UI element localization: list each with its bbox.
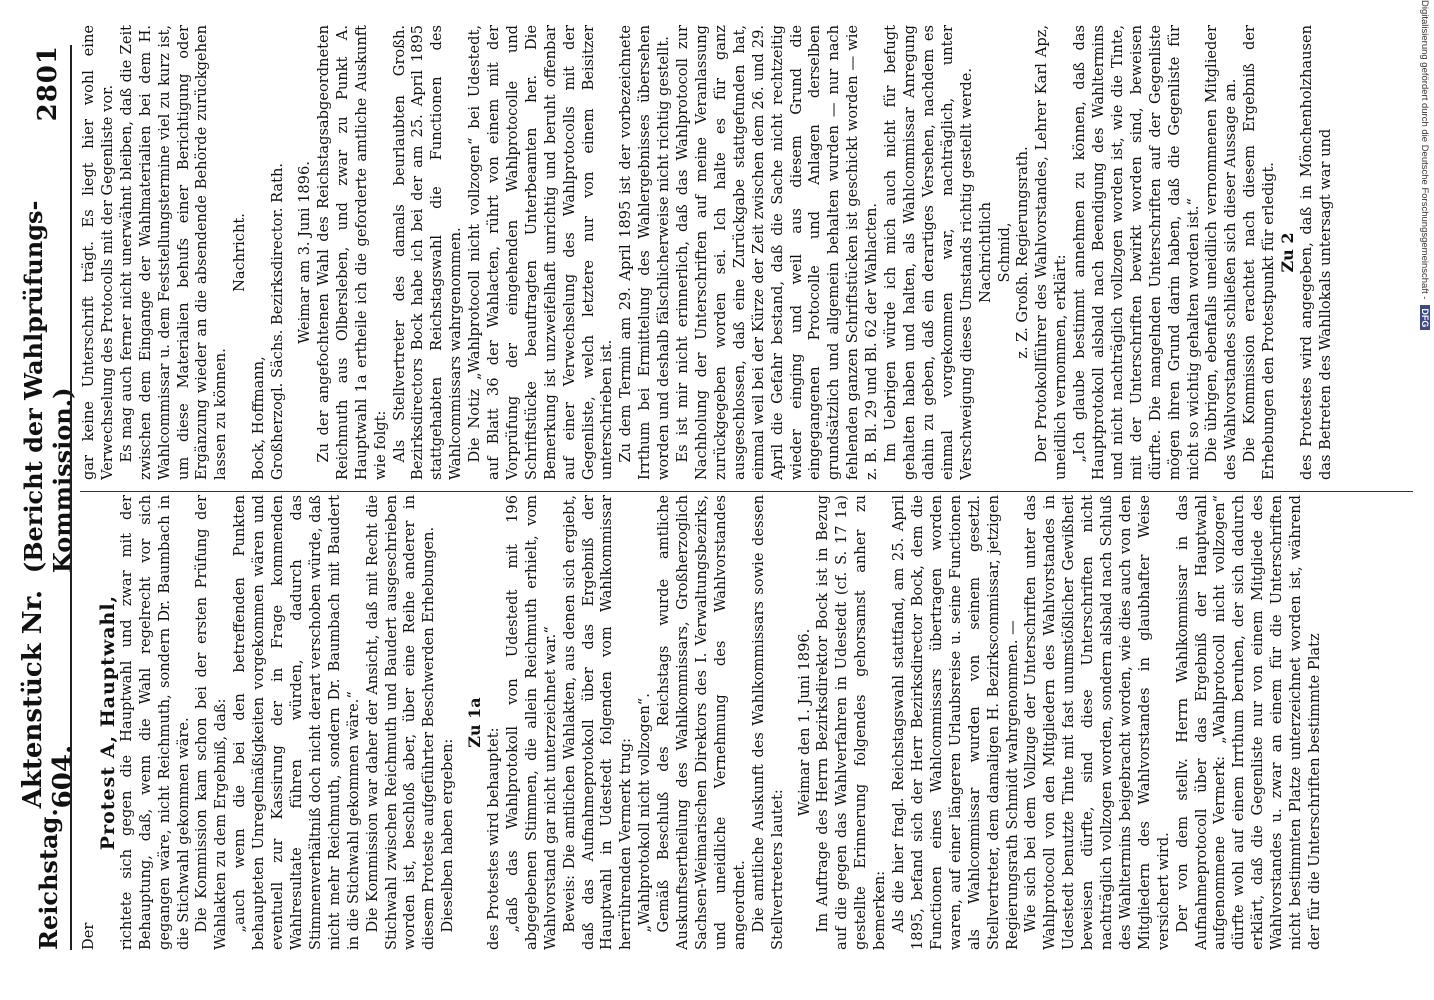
paragraph: Protest A, Hauptwahl, [96, 594, 119, 851]
paragraph: z. Z. Großh. Regierungsrath. [1014, 146, 1032, 359]
header-rule [70, 45, 72, 950]
paragraph-gap [288, 25, 296, 480]
paragraph: Als Stellvertreter des damals beurlaubten Großh. Bezirksdirectors Bock habe ich bei der am 25. April 1895 stattgehabten Reichstagswahl die Functionen des Wahlcommissars wahrgenommen. [390, 25, 465, 480]
paragraph: Die Kommission kam schon bei der ersten Prüfung der Wahlakten zu dem Ergebniß, daß: [193, 495, 230, 950]
paragraph: Zu der angefochtenen Wahl des Reichstagsabgeordneten Reichmuth aus Olbersleben, und zwar zu Punkt A. Hauptwahl 1a ertheile ich die geforderte amtliche Auskunft wie folgt: [314, 25, 389, 480]
paragraph: Im Uebrigen würde ich mich auch nicht für befugt gehalten haben und halten, als Wahlcommissar Anregung dahin zu geben, daß ein derartiges Versehen, nachdem es einmal vorgekommen war, nachträglich, unter Verschweigung dieses Umstands richtig gestellt werde. [882, 25, 975, 480]
paragraph: Es ist mir nicht erinnerlich, daß das Wahlprotocoll zur Nachholung der Unterschriften auf meine Veranlassung zurückgegeben worden sei. Ich halte es für ganz ausgeschlossen, daß eine Zurückgabe stattgefunden hat, einmal weil bei der Kürze der Zeit zwischen dem 26. und 29. April die Gefahr bestand, daß die Sache nicht rechtzeitig wieder einging und weil aus diesem Grund die eingegangenen Protocolle und Anlagen derselben grundsätzlich und allgemein behalten wurden — nur nach fehlenden ganzen Schriftstücken ist geschickt worden — wie z. B. Bl. 29 und Bl. 62 der Wahlacten. [674, 25, 881, 480]
paragraph: Die Kommission war daher der Ansicht, daß mit Recht die Stichwahl zwischen Reichmuth und Baudert ausgeschrieben worden ist, beschloß aber, über eine Reihe anderer in diesem Proteste aufgeführter Beschwerden Erhebungen. [363, 495, 438, 950]
paragraph: Die Notiz „Wahlprotocoll nicht vollzogen“ bei Udestedt, auf Blatt 36 der Wahlacten, rührt von einem mit der Vorprüfung der eingehenden Wahlprotocolle und Schriftstücke beauftragten Unterbeamten her. Die Bemerkung ist unzweifelhaft unrichtig und beruht offenbar auf einer Verwechselung des Wahlprotocolls mit der Gegenliste, welch letztere nur von einem Beisitzer unterschrieben ist. [466, 25, 616, 480]
digitization-note [1418, 0, 1434, 1000]
dfg-logo: DFG [1420, 305, 1430, 330]
document-page [8, 15, 1423, 990]
paragraph: Nachrichtlich [976, 201, 994, 304]
paragraph: Im Auftrage des Herrn Bezirksdirektor Bock ist in Bezug auf die gegen das Wahlverfahren in Udestedt (cf. S. 17 1a) gestellte Erinnerung folgendes gehorsamst anher zu bemerken: [814, 495, 889, 950]
paragraph: Der [80, 922, 97, 950]
paragraph: Beweis: Die amtlichen Wahlakten, aus denen sich ergiebt, daß das Aufnahmeprotokoll über das Ergebniß der Hauptwahl in Udestedt folgenden vom Wahlkommissar herrührenden Vermerk trug: [560, 495, 635, 950]
paragraph: „daß das Wahlprotokoll von Udestedt mit 196 abgegebenen Stimmen, die allein Reichmuth erhielt, vom Wahlvorstand gar nicht unterzeichnet war.“ [503, 495, 559, 950]
digitization-text: Digitalisierung gefördert durch die Deutsche Forschungsgemeinschaft - [1419, 0, 1431, 300]
right-column [80, 25, 1413, 480]
paragraph: Die amtliche Auskunft des Wahlkommissars sowie dessen Stellvertreters lautet: [749, 495, 786, 950]
paragraph: „Ich glaube bestimmt annehmen zu können, daß das Hauptprotokoll alsbald nach Beendigung des Wahltermins und nicht nachträglich vollzogen worden ist, wie die Tinte, mit der Unterschriften bewirkt worden sind, beweisen dürfte. Die mangelnden Unterschriften auf der Gegenliste mögen ihren Grund darin haben, daß die Gegenliste für nicht so wichtig gehalten worden ist.“ [1071, 25, 1202, 480]
paragraph: Weimar den 1. Juni 1896. [795, 628, 813, 817]
paragraph: Es mag auch ferner nicht unerwähnt bleiben, daß die Zeit zwischen dem Eingange der Wahlmaterialien bei dem H. Wahlcommissar u. dem Feststellungstermine viel zu kurz ist, um diese Materialien behufs einer Berichtigung oder Ergänzung wieder an die absendende Behörde zurückgehen lassen zu können. [117, 25, 230, 480]
paragraph: „Wahlprotokoll nicht vollzogen“. [636, 693, 654, 933]
page-number: 2801 [33, 45, 63, 122]
paragraph: Zu 1a [465, 697, 485, 748]
header-left: Reichstag. [33, 808, 63, 950]
paragraph-gap [788, 495, 796, 950]
header-title: (Bericht der Wahlprüfungs-Kommission.) [19, 200, 77, 574]
paragraph: richtete sich gegen die Hauptwahl und zwar mit der Behauptung, daß, wenn die Wahl regelrecht vor sich gegangen wäre, nicht Reichmuth, sondern Dr. Baumbach in die Stichwahl gekommen wäre. [117, 495, 192, 950]
paragraph: „auch wenn die bei den betreffenden Punkten behaupteten Unregelmäßigkeiten vorgekommen wären und eventuell zur Kassirung der in Frage kommenden Wahlresultate führen würden, dadurch das Stimmenverhältniß doch nicht derart verschoben würde, daß nicht mehr Reichmuth, sondern Dr. Baumbach mit Baudert in die Stichwahl gekommen wäre.“ [231, 495, 362, 950]
paragraph: Als die hier fragl. Reichstagswahl stattfand, am 25. April 1895, befand sich der Herr Bezirksdirector Bock, dem die Functionen eines Wahlcommissars übertragen worden waren, auf einer längeren Urlaubsreise u. seine Functionen als Wahlcommissar wurden von seinem gesetzl. Stellvertreter, dem damaligen H. Bezirkscommissar, jetzigen Regierungsrath Schmidt wahrgenommen. — [890, 495, 1021, 950]
paragraph: Wie sich bei dem Vollzuge der Unterschriften unter das Wahlprotocoll von den Mitgliedern des Wahlvorstandes in Udestedt benutzte Tinte mit fast unumstößlicher Gewißheit beweisen dürfte, sind diese Unterschriften nicht nachträglich vollzogen worden, sondern alsbald nach Schluß des Wahltermins beigebracht worden, wie dies auch von den Mitgliedern des Wahlvorstandes in glaubhafter Weise versichert wird. [1022, 495, 1172, 950]
left-column [80, 495, 1413, 950]
paragraph: Zu 2 [1278, 232, 1298, 273]
paragraph: Die Kommission erachtet nach diesem Ergebniß der Erhebungen den Protestpunkt für erledigt. [1241, 25, 1278, 480]
paragraph: Zu dem Termin am 29. April 1895 ist der vorbezeichnete Irrthum bei Ermittelung des Wahlergebnisses übersehen worden und deshalb fälschlicherweise nicht richtig gestellt. [617, 25, 673, 480]
paragraph: des Protestes wird behauptet: [485, 727, 503, 950]
paragraph: Weimar am 3. Juni 1896. [295, 161, 313, 344]
paragraph: Großherzogl. Sächs. Bezirksdirector. Rath. [269, 162, 287, 480]
paragraph: gar keine Unterschrift trägt. Es liegt hier wohl eine Verwechselung des Protocolls mit der Gegenliste vor. [80, 25, 116, 480]
column-divider [80, 491, 1413, 492]
paragraph: Die übrigen, ebenfalls uneidlich vernommenen Mitglieder des Wahlvorstandes schließen sich dieser Aussage an. [1203, 25, 1240, 480]
paragraph: Der von dem stellv. Herrn Wahlkommissar in das Aufnahmeprotocoll über das Ergebniß der Hauptwahl aufgenommene Vermerk: „Wahlprotocoll nicht vollzogen“ dürfte wohl auf einem Irrthum beruhen, der sich dadurch erklärt, daß die Gegenliste nur von einem Mitgliede des Wahlvorstandes u. zwar an einem für die Unterschriften nicht bestimmten Platze unterzeichnet worden ist, während der für die Unterschriften bestimmte Platz [1173, 495, 1323, 950]
header-center: Aktenstück Nr. 604. [18, 590, 78, 809]
paragraph: Nachricht. [231, 213, 249, 292]
paragraph: Der Protokollführer des Wahlvorstandes, Lehrer Karl Apz, uneidlich vernommen, erklärt: [1033, 25, 1070, 480]
paragraph: Dieselben haben ergeben: [439, 738, 457, 933]
paragraph: Bock, Hoffmann, [250, 356, 268, 480]
paragraph: Schmid, [995, 222, 1013, 283]
paragraph: Gemäß Beschluß des Reichstags wurde amtliche Auskunftsertheilung des Wahlkommissars, Großherzoglich Sachsen-Weimarischen Direktors des I. Verwaltungsbezirks, und uneidliche Vernehmung des Wahlvorstandes angeordnet. [655, 495, 748, 950]
paragraph: des Protestes wird angegeben, daß in Mönchenholzhausen das Betreten des Wahllokals untersagt war und [1298, 25, 1334, 480]
page-header [18, 45, 78, 950]
